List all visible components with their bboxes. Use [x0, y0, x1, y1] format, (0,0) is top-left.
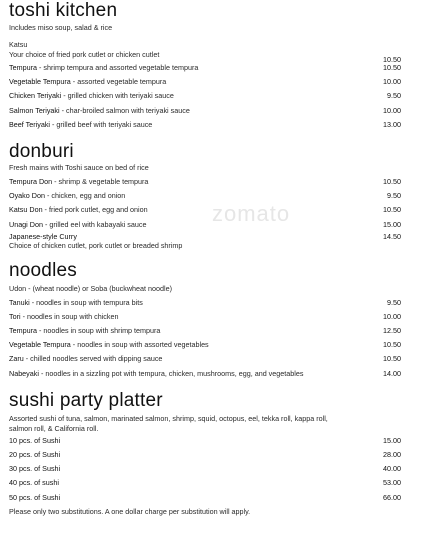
item-name: Beef Teriyaki — [9, 119, 51, 129]
menu-item — [9, 491, 423, 505]
item-description: - char-broiled salmon with teriyaki sauce — [59, 105, 190, 115]
menu-item — [9, 75, 423, 89]
item-name: Salmon Teriyaki — [9, 105, 60, 115]
item-price: 28.00 — [383, 450, 401, 459]
item-name: 10 pcs. of Sushi — [9, 435, 61, 445]
item-name: Vegetable Tempura — [9, 340, 71, 350]
item-price: 10.50 — [383, 63, 401, 72]
item-name: 20 pcs. of Sushi — [9, 450, 61, 459]
item-description: - noodles in soup with chicken — [20, 311, 119, 321]
item-price: 15.00 — [383, 219, 401, 229]
menu-item — [9, 367, 423, 381]
item-name: Oyako Don — [9, 191, 45, 201]
section-toshi-kitchen — [9, 1, 423, 132]
section-subtitle: Assorted sushi of tuna, salmon, marinated salmon, shrimp, squid, octopus, eel, tekka roll, kappa roll, — [9, 413, 328, 423]
item-name: Zaru — [9, 354, 24, 364]
item-price: 10.50 — [383, 176, 401, 186]
section-noodles — [9, 261, 423, 381]
menu — [9, 0, 423, 517]
item-price: 12.50 — [383, 326, 401, 336]
item-price: 9.50 — [387, 91, 401, 101]
menu-item — [9, 338, 423, 352]
item-name: Tanuki — [9, 297, 30, 307]
menu-item — [9, 61, 423, 75]
item-price: 53.00 — [383, 478, 401, 488]
item-description: - noodles in soup with tempura bits — [29, 297, 143, 307]
item-price: 10.00 — [383, 311, 401, 321]
menu-item — [9, 476, 423, 490]
menu-item — [9, 352, 423, 366]
menu-item — [9, 324, 423, 338]
item-price: 9.50 — [387, 191, 401, 201]
item-name: Nabeyaki — [9, 368, 39, 378]
item-price: 10.50 — [383, 354, 401, 364]
item-description: - grilled eel with kabayaki sauce — [42, 219, 147, 229]
section-title: noodles — [9, 259, 77, 281]
item-description: - grilled chicken with teriyaki sauce — [61, 91, 174, 101]
section-donburi — [9, 142, 423, 251]
item-name: Tori — [9, 311, 21, 321]
menu-item — [9, 104, 423, 118]
section-title: toshi kitchen — [9, 0, 118, 21]
item-description: - chilled noodles served with dipping sauce — [23, 354, 163, 364]
watermark: zomato — [212, 201, 291, 226]
section-subtitle: Includes miso soup, salad & rice — [9, 23, 113, 32]
item-description: - chicken, egg and onion — [44, 191, 126, 201]
menu-item — [9, 232, 423, 241]
menu-item — [9, 203, 423, 217]
item-price: 10.50 — [383, 340, 401, 350]
item-description: - shrimp tempura and assorted vegetable tempura — [36, 63, 199, 72]
item-price: 40.00 — [383, 464, 401, 474]
item-name: Tempura — [9, 63, 37, 72]
item-description: Your choice of fried pork cutlet or chicken cutlet — [9, 50, 160, 59]
section-subtitle: Fresh mains with Toshi sauce on bed of rice — [9, 162, 149, 172]
item-name: Tempura — [9, 326, 37, 336]
menu-item — [9, 218, 423, 232]
menu-item — [9, 118, 423, 132]
item-description: - grilled beef with teriyaki sauce — [50, 119, 153, 129]
item-name: Vegetable Tempura — [9, 77, 71, 87]
menu-item — [9, 296, 423, 310]
item-description: - noodles in soup with assorted vegetables — [70, 340, 209, 350]
item-description: - noodles in a sizzling pot with tempura, chicken, mushrooms, egg, and vegetables — [38, 368, 304, 378]
section-title: sushi party platter — [9, 389, 163, 411]
item-price: 10.50 — [383, 205, 401, 215]
menu-item — [9, 175, 423, 189]
item-description: - fried pork cutlet, egg and onion — [42, 205, 148, 215]
item-description: Choice of chicken cutlet, pork cutlet or breaded shrimp — [9, 240, 183, 250]
menu-item — [9, 189, 423, 203]
item-price: 15.00 — [383, 435, 401, 445]
item-price: 10.00 — [383, 77, 401, 87]
item-price: 14.50 — [383, 231, 401, 241]
item-name: 50 pcs. of Sushi — [9, 492, 61, 502]
menu-item — [9, 310, 423, 324]
item-name: Katsu Don — [9, 205, 43, 215]
item-price: 13.00 — [383, 119, 401, 129]
item-description: - noodles in soup with shrimp tempura — [36, 326, 161, 336]
item-price: 10.50 — [383, 55, 401, 64]
section-sushi-party-platter — [9, 391, 423, 517]
footnote: Please only two substitutions. A one dollar charge per substitution will apply. — [9, 506, 251, 516]
item-name: Japanese-style Curry — [9, 231, 77, 241]
menu-item — [9, 448, 423, 462]
item-name: 30 pcs. of Sushi — [9, 464, 61, 474]
item-description: - shrimp & vegetable tempura — [52, 176, 149, 186]
menu-item — [9, 89, 423, 103]
item-name: 40 pcs. of sushi — [9, 478, 59, 488]
item-price: 10.00 — [383, 105, 401, 115]
section-subtitle: Udon - (wheat noodle) or Soba (buckwheat noodle) — [9, 283, 173, 293]
item-price: 9.50 — [387, 297, 401, 307]
menu-item — [9, 434, 423, 448]
item-name: Tempura Don — [9, 176, 53, 186]
menu-item — [9, 462, 423, 476]
item-description: - assorted vegetable tempura — [70, 77, 167, 87]
item-price: 14.00 — [383, 368, 401, 378]
item-name: Katsu — [9, 40, 28, 49]
item-name: Chicken Teriyaki — [9, 91, 62, 101]
item-name: Unagi Don — [9, 219, 43, 229]
section-subtitle-continued: salmon roll, & California roll. — [9, 423, 99, 433]
item-price: 66.00 — [383, 492, 401, 502]
section-title: donburi — [9, 140, 74, 162]
